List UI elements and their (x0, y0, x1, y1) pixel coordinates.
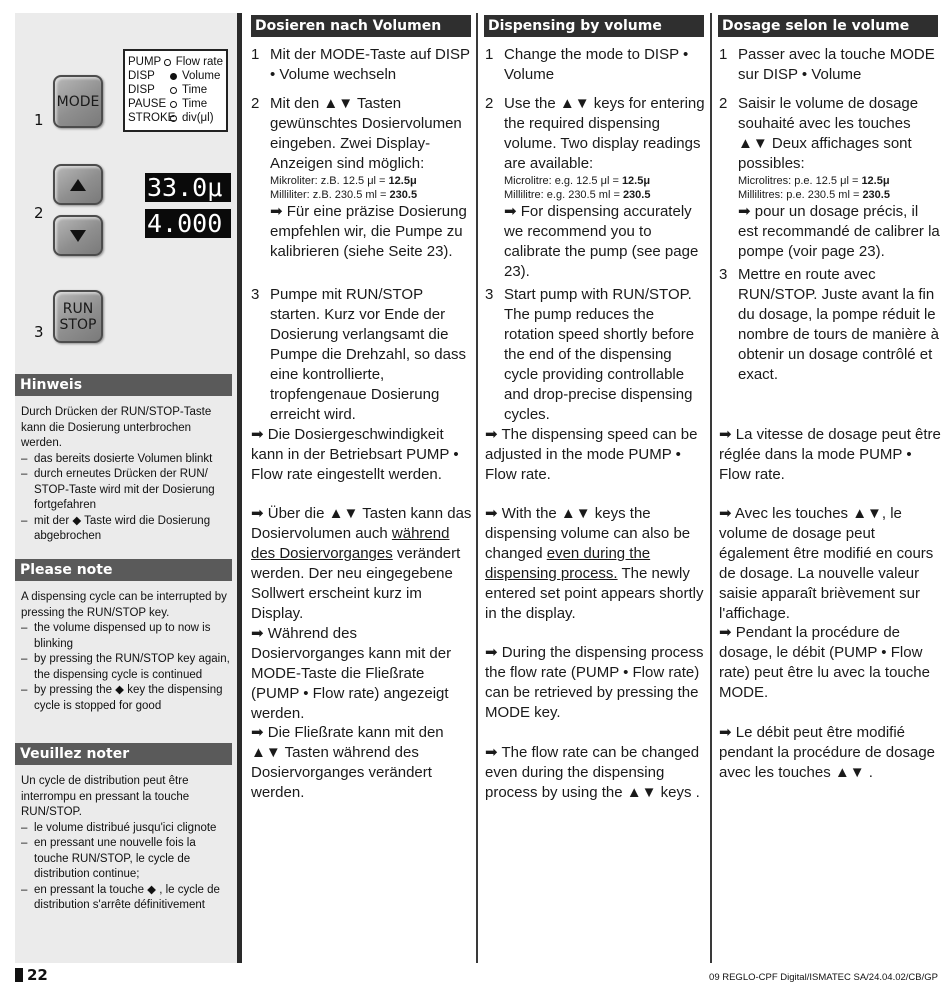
english-column-title: Dispensing by volume (484, 15, 704, 37)
display-top-readout: 33.0μ (145, 173, 231, 202)
run-stop-key (53, 290, 103, 343)
stop-key-label: STOP (59, 316, 97, 333)
legend-row: STROKE div(μl) (128, 112, 214, 124)
page-number: 22 (27, 966, 48, 984)
de-example-2: Milliliter: z.B. 230.5 ml = 230.5 (270, 189, 418, 201)
radio-dot-icon (170, 101, 177, 108)
de-step-2: 2 Mit den ▲▼ Tasten gewünschtes Dosiervolumen eingeben. Zwei Display-Anzeigen sind möglich: Mikroliter: z.B. 12.5 μl = 12.5μ Milliliter: z.B. 230.5 ml = 230.5 ➡ Für eine präzise Dosierung empfehlen wir, die Pumpe zu kalibrieren (siehe Seite 23). (251, 94, 473, 262)
please-note-text: A dispensing cycle can be interrupted by pressing the RUN/STOP key. – the volume dispensed up to now is blinking – by pressing the RUN/STOP key again, the dispensing cycle is continued – by pressing the ◆ key the dispensing cycle is stopped for good (21, 591, 230, 712)
down-key (53, 215, 103, 256)
de-step-1: 1 Mit der MODE-Taste auf DISP • Volume wechseln (251, 46, 470, 83)
page-marker (15, 968, 23, 982)
legend-row: PUMP Flow rate (128, 56, 223, 68)
radio-dot-icon (170, 87, 177, 94)
mode-key (53, 75, 103, 128)
please-note-heading: Please note (15, 559, 232, 581)
french-column-title: Dosage selon le volume (718, 15, 938, 37)
fr-example-2: Millilitres: p.e. 230.5 ml = 230.5 (738, 189, 890, 201)
mode-legend (123, 49, 228, 132)
fr-note-3: ➡ Pendant la procédure de dosage, le débit (PUMP • Flow rate) peut être lu avec la touche MODE. (719, 624, 930, 701)
down-triangle-icon (69, 229, 87, 243)
german-column-title: Dosieren nach Volumen (251, 15, 471, 37)
up-triangle-icon (69, 178, 87, 192)
de-note-4: ➡ Die Fließrate kann mit den ▲▼ Tasten während des Dosiervorganges verändert werden. (251, 724, 444, 801)
fr-example-1: Microlitres: p.e. 12.5 μl = 12.5μ (738, 175, 890, 187)
hinweis-text: Durch Drücken der RUN/STOP-Taste kann die Dosierung unterbrochen werden. – das bereits dosierte Volumen blinkt – durch erneutes Drücken der RUN/ STOP-Taste wird mit der Dosierung fortgefahren – mit der ◆ Taste wird die Dosierung abgebrochen (21, 406, 215, 542)
en-note-4: ➡ The flow rate can be changed even during the dispensing process by using the ▲▼ keys . (485, 744, 700, 801)
step-number-2: 2 (34, 204, 44, 222)
veuillez-noter-heading: Veuillez noter (15, 743, 232, 765)
en-step-2: 2 Use the ▲▼ keys for entering the required dispensing volume. Two display readings are available: Microlitre: e.g. 12.5 μl = 12.5μ Millilitre: e.g. 230.5 ml = 230.5 ➡ For dispensing accurately we recommend you to calibrate the pump (see page 23). (485, 94, 707, 282)
de-example-1: Mikroliter: z.B. 12.5 μl = 12.5μ (270, 175, 417, 187)
radio-dot-icon (164, 59, 170, 66)
document-reference: 09 REGLO-CPF Digital/ISMATEC SA/24.04.02/CB/GP (709, 972, 938, 983)
column-divider-1 (476, 13, 478, 963)
hinweis-heading: Hinweis (15, 374, 232, 396)
en-step-3: 3 Start pump with RUN/STOP. The pump reduces the rotation speed shortly before the end of the dispensing cycle providing controllable and drop-precise dispensing cycles. (485, 286, 695, 423)
legend-row: DISP Time (128, 84, 208, 96)
de-step-3: 3 Pumpe mit RUN/STOP starten. Kurz vor Ende der Dosierung verlangsamt die Pumpe die Drehzahl, so dass eine kontrollierte, tropfengenaue Dosierung erreicht wird. (251, 286, 466, 423)
fr-note-1: ➡ La vitesse de dosage peut être réglée dans la mode PUMP • Flow rate. (719, 426, 941, 483)
de-note-2: ➡ Über die ▲▼ Tasten kann das Dosiervolumen auch während des Dosiervorganges verändert werden. Der neu eingegebene Sollwert erscheint kurz im Display. (251, 505, 472, 622)
display-bottom-readout: 4.000 (145, 209, 231, 238)
de-note-1: ➡ Die Dosiergeschwindigkeit kann in der Betriebsart PUMP • Flow rate eingestellt werden. (251, 426, 459, 483)
legend-row: PAUSE Time (128, 98, 208, 110)
en-note-3: ➡ During the dispensing process the flow rate (PUMP • Flow rate) can be retrieved by pressing the MODE key. (485, 644, 704, 721)
sidebar-divider (237, 13, 242, 963)
en-example-1: Microlitre: e.g. 12.5 μl = 12.5μ (504, 175, 651, 187)
en-note-2: ➡ With the ▲▼ keys the dispensing volume can also be changed even during the dispensing process. The newly entered set point appears shortly in the display. (485, 505, 704, 622)
radio-dot-active-icon (170, 73, 177, 80)
fr-step-2: 2 Saisir le volume de dosage souhaité avec les touches ▲▼ Deux affichages sont possibles: Microlitres: p.e. 12.5 μl = 12.5μ Millilitres: p.e. 230.5 ml = 230.5 ➡ pour un dosage précis, il est recommandé de calibrer la pompe (voir page 23). (719, 95, 940, 260)
veuillez-noter-text: Un cycle de distribution peut être interrompu en pressant la touche RUN/STOP. – le volume distribué jusqu'ici clignote – en pressant une nouvelle fois la touche RUN/STOP, le cycle de distribution continue; – en pressant la touche ◆ , le cycle de distribution s'arrête définitivement (21, 775, 220, 911)
en-note-1: ➡ The dispensing speed can be adjusted in the mode PUMP • Flow rate. (485, 426, 698, 483)
column-divider-2 (710, 13, 712, 963)
fr-step-1: 1 Passer avec la touche MODE sur DISP • Volume (719, 46, 935, 83)
de-note-3: ➡ Während des Dosiervorganges kann mit der MODE-Taste die Fließrate (PUMP • Flow rate) angezeigt werden. (251, 625, 452, 722)
legend-row: DISP Volume (128, 70, 221, 82)
en-example-2: Millilitre: e.g. 230.5 ml = 230.5 (504, 189, 651, 201)
radio-dot-icon (170, 115, 177, 122)
step-number-3: 3 (34, 323, 44, 341)
up-key (53, 164, 103, 205)
fr-note-2: ➡ Avec les touches ▲▼, le volume de dosage peut également être modifié en cours de dosage. La nouvelle valeur saisie apparaît brièvement sur l'affichage. (719, 505, 934, 622)
step-number-1: 1 (34, 111, 44, 129)
en-step-1: 1 Change the mode to DISP • Volume (485, 46, 689, 83)
run-key-label: RUN (62, 300, 94, 317)
fr-note-4: ➡ Le débit peut être modifié pendant la procédure de dosage avec les touches ▲▼ . (719, 724, 936, 781)
fr-step-3: 3 Mettre en route avec RUN/STOP. Juste avant la fin du dosage, la pompe réduit le nombre de tours de manière à obtenir un dosage contrôlé et exact. (719, 266, 939, 383)
mode-key-label: MODE (56, 93, 100, 110)
